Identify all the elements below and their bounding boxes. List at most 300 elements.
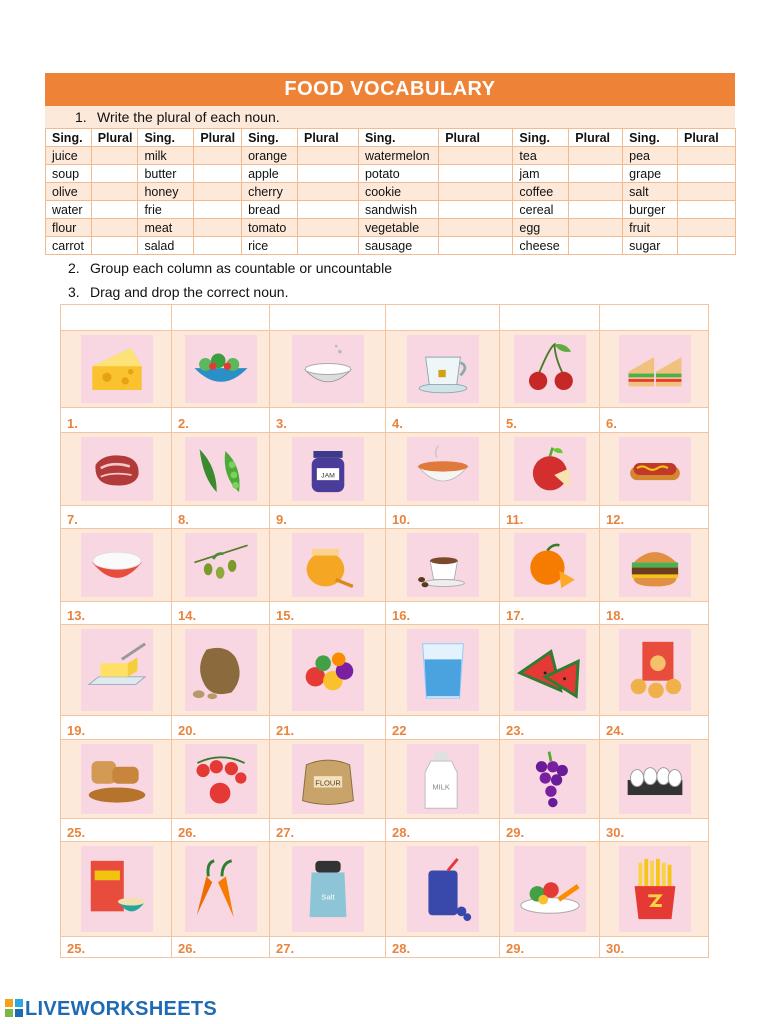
picture-frame bbox=[619, 533, 691, 597]
vocab-singular-cell: pea bbox=[623, 147, 678, 165]
picture-number: 14. bbox=[178, 608, 197, 623]
picture-number: 29. bbox=[506, 825, 525, 840]
picture-cell[interactable] bbox=[599, 330, 709, 433]
cereal-icon bbox=[83, 855, 151, 923]
vocab-plural-input[interactable] bbox=[439, 147, 513, 165]
picture-cell[interactable] bbox=[385, 739, 500, 842]
instruction-1-number: 1. bbox=[75, 109, 87, 125]
instruction-3-text: Drag and drop the correct noun. bbox=[90, 284, 289, 300]
vocab-singular-cell: soup bbox=[46, 165, 92, 183]
vocab-plural-input[interactable] bbox=[569, 183, 623, 201]
picture-cell[interactable] bbox=[269, 528, 386, 625]
picture-cell[interactable] bbox=[60, 528, 172, 625]
picture-area bbox=[61, 433, 171, 506]
vocab-singular-cell: salt bbox=[623, 183, 678, 201]
picture-area bbox=[600, 842, 708, 937]
picture-cell[interactable] bbox=[171, 739, 270, 842]
picture-number: 26. bbox=[178, 825, 197, 840]
vocab-plural-input[interactable] bbox=[677, 219, 735, 237]
picture-cell[interactable] bbox=[599, 624, 709, 740]
vocab-singular-cell: fruit bbox=[623, 219, 678, 237]
picture-area bbox=[386, 625, 499, 716]
picture-cell[interactable] bbox=[599, 528, 709, 625]
vocab-singular-cell: vegetable bbox=[358, 219, 438, 237]
vocab-plural-input[interactable] bbox=[297, 165, 358, 183]
vocab-header-cell: Sing. bbox=[138, 129, 194, 147]
vocab-header-cell: Sing. bbox=[242, 129, 298, 147]
picture-frame bbox=[407, 533, 479, 597]
picture-area bbox=[600, 625, 708, 716]
orange-icon bbox=[520, 535, 580, 595]
vocab-plural-input[interactable] bbox=[569, 147, 623, 165]
vocab-singular-cell: sandwish bbox=[358, 201, 438, 219]
vocab-singular-cell: tomato bbox=[242, 219, 298, 237]
svg-text:FLOUR: FLOUR bbox=[315, 778, 341, 788]
vocab-singular-cell: honey bbox=[138, 183, 194, 201]
vocab-singular-cell: tea bbox=[513, 147, 569, 165]
picture-frame bbox=[185, 744, 257, 814]
apple-icon bbox=[520, 439, 580, 499]
picture-area bbox=[61, 331, 171, 408]
picture-area bbox=[386, 842, 499, 937]
vocab-singular-cell: frie bbox=[138, 201, 194, 219]
picture-cell[interactable] bbox=[499, 624, 600, 740]
picture-frame bbox=[185, 846, 257, 932]
picture-area bbox=[172, 842, 269, 937]
vocab-header-cell: Plural bbox=[569, 129, 623, 147]
vocab-plural-input[interactable] bbox=[297, 183, 358, 201]
vocab-plural-input[interactable] bbox=[297, 237, 358, 255]
vocab-plural-input[interactable] bbox=[569, 237, 623, 255]
picture-row bbox=[60, 739, 708, 841]
rice-icon bbox=[87, 535, 147, 595]
vocab-plural-input[interactable] bbox=[194, 147, 242, 165]
picture-frame bbox=[81, 846, 153, 932]
picture-number: 13. bbox=[67, 608, 86, 623]
vocab-singular-cell: olive bbox=[46, 183, 92, 201]
vocab-plural-input[interactable] bbox=[677, 165, 735, 183]
vocab-plural-input[interactable] bbox=[297, 201, 358, 219]
picture-cell[interactable] bbox=[599, 841, 709, 958]
vocab-plural-input[interactable] bbox=[677, 183, 735, 201]
picture-cell[interactable] bbox=[499, 432, 600, 529]
instruction-3 bbox=[68, 284, 288, 300]
vocab-plural-input[interactable] bbox=[439, 219, 513, 237]
burger-icon bbox=[625, 535, 685, 595]
picture-frame bbox=[292, 629, 364, 711]
picture-cell[interactable] bbox=[385, 624, 500, 740]
svg-text:Salt: Salt bbox=[321, 892, 335, 902]
cheese-icon bbox=[85, 337, 149, 401]
instruction-1-text: Write the plural of each noun. bbox=[97, 109, 280, 125]
picture-number: 25. bbox=[67, 941, 86, 956]
picture-cell[interactable] bbox=[60, 432, 172, 529]
vocab-singular-cell: apple bbox=[242, 165, 298, 183]
sugar-icon bbox=[296, 337, 360, 401]
vocab-header-cell: Sing. bbox=[358, 129, 438, 147]
category-drop-zone[interactable] bbox=[385, 304, 500, 331]
picture-cell[interactable] bbox=[499, 330, 600, 433]
picture-frame bbox=[619, 744, 691, 814]
picture-area bbox=[500, 842, 599, 937]
svg-text:MILK: MILK bbox=[432, 782, 450, 792]
olive-icon bbox=[191, 535, 251, 595]
vocab-header-cell: Plural bbox=[194, 129, 242, 147]
picture-cell[interactable] bbox=[269, 624, 386, 740]
vocab-plural-input[interactable] bbox=[194, 201, 242, 219]
juice-icon bbox=[409, 855, 477, 923]
worksheet-title: FOOD VOCABULARY bbox=[45, 73, 735, 106]
picture-frame bbox=[514, 744, 586, 814]
picture-cell[interactable] bbox=[60, 624, 172, 740]
vocab-header-cell: Plural bbox=[91, 129, 138, 147]
picture-number: 21. bbox=[276, 723, 295, 738]
meat-icon bbox=[87, 439, 147, 499]
picture-frame bbox=[619, 846, 691, 932]
picture-cell[interactable] bbox=[171, 330, 270, 433]
vocab-header-cell: Sing. bbox=[623, 129, 678, 147]
category-drop-zone[interactable] bbox=[499, 304, 600, 331]
vocab-singular-cell: orange bbox=[242, 147, 298, 165]
picture-frame bbox=[514, 533, 586, 597]
category-drop-zone[interactable] bbox=[599, 304, 709, 331]
vocab-singular-cell: bread bbox=[242, 201, 298, 219]
picture-area bbox=[61, 529, 171, 602]
picture-number: 19. bbox=[67, 723, 86, 738]
vocab-singular-cell: juice bbox=[46, 147, 92, 165]
category-drop-zone[interactable] bbox=[269, 304, 386, 331]
vocab-plural-input[interactable] bbox=[439, 183, 513, 201]
picture-number: 6. bbox=[606, 416, 617, 431]
picture-cell[interactable] bbox=[171, 528, 270, 625]
picture-area bbox=[270, 842, 385, 937]
svg-text:JAM: JAM bbox=[321, 472, 335, 480]
picture-area bbox=[600, 433, 708, 506]
vocab-plural-input[interactable] bbox=[91, 219, 138, 237]
picture-number: 29. bbox=[506, 941, 525, 956]
vocab-plural-input[interactable] bbox=[91, 165, 138, 183]
picture-area bbox=[500, 331, 599, 408]
picture-area bbox=[386, 331, 499, 408]
picture-number: 10. bbox=[392, 512, 411, 527]
picture-cell[interactable] bbox=[599, 739, 709, 842]
picture-area bbox=[61, 740, 171, 819]
bread-icon bbox=[84, 746, 150, 812]
picture-number: 25. bbox=[67, 825, 86, 840]
picture-frame bbox=[185, 437, 257, 501]
vocab-singular-cell: meat bbox=[138, 219, 194, 237]
picture-number: 16. bbox=[392, 608, 411, 623]
picture-area bbox=[172, 625, 269, 716]
picture-area bbox=[270, 740, 385, 819]
picture-number: 28. bbox=[392, 825, 411, 840]
vocab-header-cell: Plural bbox=[439, 129, 513, 147]
water-icon bbox=[409, 636, 477, 704]
picture-cell[interactable] bbox=[599, 432, 709, 529]
picture-area bbox=[61, 625, 171, 716]
picture-cell[interactable] bbox=[385, 528, 500, 625]
vocabulary-table bbox=[45, 128, 736, 255]
picture-area bbox=[270, 433, 385, 506]
sausage-icon bbox=[625, 439, 685, 499]
egg-icon bbox=[622, 746, 688, 812]
category-drop-zone[interactable] bbox=[171, 304, 270, 331]
vocab-singular-cell: potato bbox=[358, 165, 438, 183]
picture-number: 18. bbox=[606, 608, 625, 623]
vocab-singular-cell: butter bbox=[138, 165, 194, 183]
fries-icon bbox=[621, 855, 689, 923]
picture-cell[interactable] bbox=[60, 330, 172, 433]
fruit-icon bbox=[294, 636, 362, 704]
vocab-row bbox=[46, 165, 736, 183]
vocab-plural-input[interactable] bbox=[91, 183, 138, 201]
vocab-singular-cell: cheese bbox=[513, 237, 569, 255]
picture-number: 15. bbox=[276, 608, 295, 623]
picture-area bbox=[386, 433, 499, 506]
vocab-singular-cell: flour bbox=[46, 219, 92, 237]
vocab-singular-cell: salad bbox=[138, 237, 194, 255]
picture-frame bbox=[292, 437, 364, 501]
picture-cell[interactable] bbox=[171, 841, 270, 958]
picture-frame bbox=[407, 846, 479, 932]
milk-icon bbox=[410, 746, 476, 812]
vocab-plural-input[interactable] bbox=[439, 237, 513, 255]
picture-frame bbox=[81, 335, 153, 403]
salad-icon bbox=[189, 337, 253, 401]
picture-frame bbox=[185, 629, 257, 711]
picture-cell[interactable] bbox=[385, 432, 500, 529]
picture-cell[interactable] bbox=[269, 330, 386, 433]
picture-cell[interactable] bbox=[499, 528, 600, 625]
vocab-plural-input[interactable] bbox=[677, 201, 735, 219]
vocab-plural-input[interactable] bbox=[569, 219, 623, 237]
picture-cell[interactable] bbox=[499, 841, 600, 958]
vocab-singular-cell: burger bbox=[623, 201, 678, 219]
honey-icon bbox=[298, 535, 358, 595]
picture-number: 23. bbox=[506, 723, 525, 738]
picture-area bbox=[500, 625, 599, 716]
picture-cell[interactable] bbox=[171, 624, 270, 740]
picture-frame bbox=[292, 335, 364, 403]
picture-frame bbox=[514, 629, 586, 711]
category-drop-zone[interactable] bbox=[60, 304, 172, 331]
picture-number: 12. bbox=[606, 512, 625, 527]
picture-cell[interactable] bbox=[499, 739, 600, 842]
vocab-plural-input[interactable] bbox=[297, 219, 358, 237]
vocab-plural-input[interactable] bbox=[569, 201, 623, 219]
vocab-header-cell: Plural bbox=[677, 129, 735, 147]
picture-number: 22 bbox=[392, 723, 407, 738]
watermelon-icon bbox=[516, 636, 584, 704]
picture-row bbox=[60, 432, 708, 528]
picture-number: 5. bbox=[506, 416, 517, 431]
liveworksheets-icon bbox=[5, 999, 23, 1017]
picture-number: 9. bbox=[276, 512, 287, 527]
picture-number: 27. bbox=[276, 941, 295, 956]
vocab-singular-cell: cherry bbox=[242, 183, 298, 201]
picture-area bbox=[270, 331, 385, 408]
pea-icon bbox=[191, 439, 251, 499]
vocab-plural-input[interactable] bbox=[569, 165, 623, 183]
picture-number: 28. bbox=[392, 941, 411, 956]
picture-frame bbox=[514, 335, 586, 403]
vocab-plural-input[interactable] bbox=[297, 147, 358, 165]
picture-frame bbox=[81, 744, 153, 814]
picture-frame bbox=[514, 846, 586, 932]
picture-number: 2. bbox=[178, 416, 189, 431]
vocab-singular-cell: watermelon bbox=[358, 147, 438, 165]
vegetable-icon bbox=[516, 855, 584, 923]
tea-icon bbox=[411, 337, 475, 401]
jam-icon bbox=[298, 439, 358, 499]
picture-number: 1. bbox=[67, 416, 78, 431]
picture-frame bbox=[292, 744, 364, 814]
vocab-row bbox=[46, 183, 736, 201]
picture-frame bbox=[407, 629, 479, 711]
picture-area bbox=[172, 529, 269, 602]
picture-area bbox=[270, 529, 385, 602]
picture-frame bbox=[81, 533, 153, 597]
picture-frame bbox=[81, 629, 153, 711]
vocab-plural-input[interactable] bbox=[91, 147, 138, 165]
carrot-icon bbox=[187, 855, 255, 923]
picture-cell[interactable] bbox=[269, 432, 386, 529]
picture-area bbox=[500, 433, 599, 506]
picture-area bbox=[600, 740, 708, 819]
instruction-2-number: 2. bbox=[68, 260, 80, 276]
vocab-header-cell: Sing. bbox=[513, 129, 569, 147]
vocab-singular-cell: rice bbox=[242, 237, 298, 255]
picture-grid bbox=[60, 304, 708, 957]
vocab-row bbox=[46, 237, 736, 255]
picture-number: 30. bbox=[606, 825, 625, 840]
picture-area bbox=[172, 740, 269, 819]
picture-area bbox=[270, 625, 385, 716]
vocab-singular-cell: sausage bbox=[358, 237, 438, 255]
picture-cell[interactable] bbox=[60, 841, 172, 958]
picture-cell[interactable] bbox=[269, 841, 386, 958]
picture-area bbox=[172, 331, 269, 408]
vocab-row bbox=[46, 201, 736, 219]
picture-frame bbox=[292, 846, 364, 932]
vocab-plural-input[interactable] bbox=[194, 165, 242, 183]
picture-frame bbox=[185, 533, 257, 597]
coffee-icon bbox=[413, 535, 473, 595]
vocab-singular-cell: water bbox=[46, 201, 92, 219]
vocab-plural-input[interactable] bbox=[439, 201, 513, 219]
picture-number: 30. bbox=[606, 941, 625, 956]
picture-frame bbox=[619, 629, 691, 711]
picture-frame bbox=[407, 335, 479, 403]
grape-icon bbox=[517, 746, 583, 812]
vocab-singular-cell: milk bbox=[138, 147, 194, 165]
picture-row bbox=[60, 624, 708, 739]
vocab-plural-input[interactable] bbox=[194, 219, 242, 237]
instruction-1 bbox=[45, 106, 735, 128]
cookie-icon bbox=[621, 636, 689, 704]
picture-cell[interactable] bbox=[269, 739, 386, 842]
tomato-icon bbox=[188, 746, 254, 812]
picture-area bbox=[600, 529, 708, 602]
vocab-singular-cell: carrot bbox=[46, 237, 92, 255]
vocab-plural-input[interactable] bbox=[677, 237, 735, 255]
vocab-singular-cell: coffee bbox=[513, 183, 569, 201]
butter-icon bbox=[83, 636, 151, 704]
vocab-plural-input[interactable] bbox=[677, 147, 735, 165]
vocab-row bbox=[46, 147, 736, 165]
salt-icon bbox=[294, 855, 362, 923]
picture-number: 26. bbox=[178, 941, 197, 956]
picture-cell[interactable] bbox=[60, 739, 172, 842]
picture-number: 17. bbox=[506, 608, 525, 623]
picture-number: 24. bbox=[606, 723, 625, 738]
picture-number: 11. bbox=[506, 512, 524, 527]
picture-frame bbox=[81, 437, 153, 501]
picture-frame bbox=[407, 744, 479, 814]
instruction-3-number: 3. bbox=[68, 284, 80, 300]
vocab-plural-input[interactable] bbox=[194, 237, 242, 255]
vocab-singular-cell: cereal bbox=[513, 201, 569, 219]
vocab-header-row bbox=[46, 129, 736, 147]
picture-header-row bbox=[60, 304, 708, 330]
potato-icon bbox=[187, 636, 255, 704]
picture-number: 4. bbox=[392, 416, 403, 431]
footer-brand: LIVEWORKSHEETS bbox=[25, 998, 217, 1020]
vocab-plural-input[interactable] bbox=[91, 201, 138, 219]
instruction-2-text: Group each column as countable or uncountable bbox=[90, 260, 392, 276]
vocab-singular-cell: jam bbox=[513, 165, 569, 183]
vocab-singular-cell: cookie bbox=[358, 183, 438, 201]
vocab-singular-cell: egg bbox=[513, 219, 569, 237]
vocab-header-cell: Plural bbox=[297, 129, 358, 147]
vocab-header-cell: Sing. bbox=[46, 129, 92, 147]
sandwich-icon bbox=[623, 337, 687, 401]
vocab-singular-cell: grape bbox=[623, 165, 678, 183]
vocab-plural-input[interactable] bbox=[194, 183, 242, 201]
picture-row bbox=[60, 841, 708, 957]
picture-area bbox=[172, 433, 269, 506]
picture-cell[interactable] bbox=[385, 841, 500, 958]
picture-row bbox=[60, 528, 708, 624]
vocab-row bbox=[46, 219, 736, 237]
picture-frame bbox=[407, 437, 479, 501]
picture-row bbox=[60, 330, 708, 432]
vocab-plural-input[interactable] bbox=[439, 165, 513, 183]
picture-frame bbox=[514, 437, 586, 501]
picture-frame bbox=[185, 335, 257, 403]
soup-icon bbox=[413, 439, 473, 499]
vocab-singular-cell: sugar bbox=[623, 237, 678, 255]
flour-icon bbox=[295, 746, 361, 812]
picture-cell[interactable] bbox=[385, 330, 500, 433]
picture-area bbox=[600, 331, 708, 408]
liveworksheets-logo bbox=[5, 998, 217, 1021]
picture-area bbox=[61, 842, 171, 937]
picture-number: 27. bbox=[276, 825, 295, 840]
picture-area bbox=[500, 740, 599, 819]
picture-number: 20. bbox=[178, 723, 197, 738]
picture-number: 3. bbox=[276, 416, 287, 431]
picture-number: 8. bbox=[178, 512, 189, 527]
instruction-2 bbox=[68, 260, 392, 276]
picture-number: 7. bbox=[67, 512, 78, 527]
picture-area bbox=[386, 740, 499, 819]
picture-area bbox=[386, 529, 499, 602]
picture-cell[interactable] bbox=[171, 432, 270, 529]
vocab-plural-input[interactable] bbox=[91, 237, 138, 255]
picture-frame bbox=[292, 533, 364, 597]
picture-frame bbox=[619, 335, 691, 403]
